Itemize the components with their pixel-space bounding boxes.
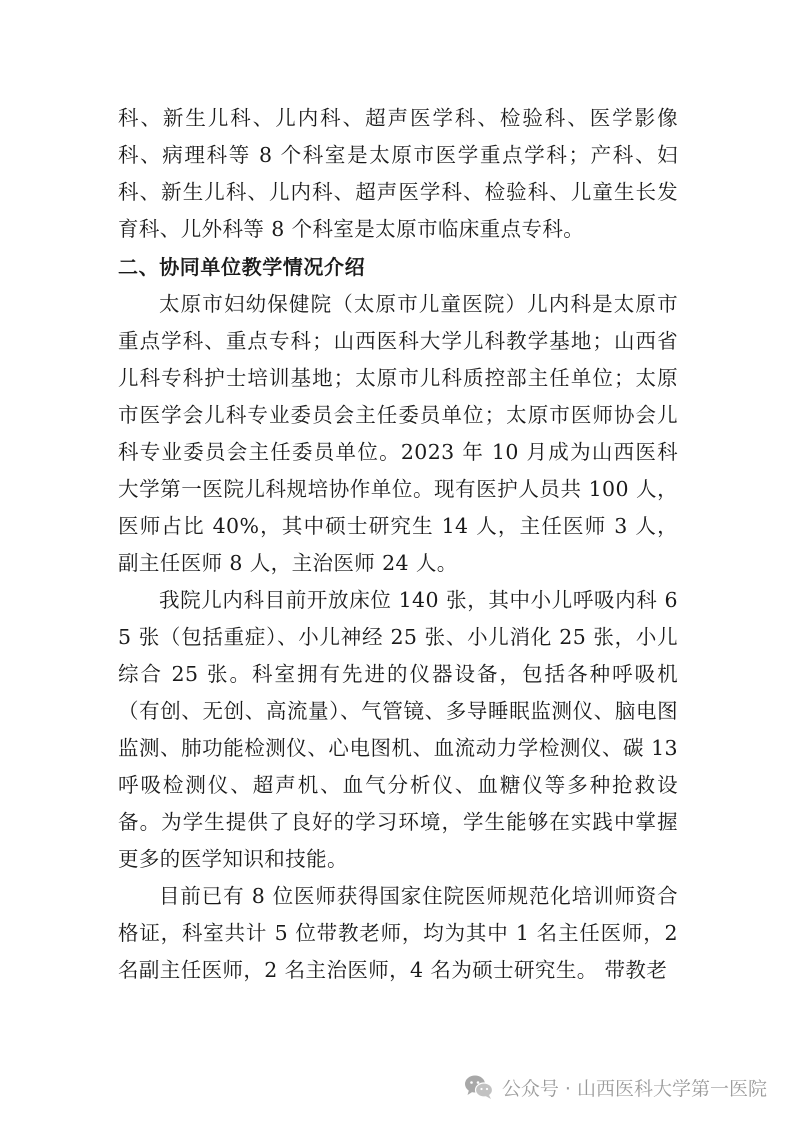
paragraph-key-disciplines: 科、新生儿科、儿内科、超声医学科、检验科、医学影像科、病理科等 8 个科室是太原市医学重点学科；产科、妇科、新生儿科、儿内科、超声医学科、检验科、儿童生长发育科、儿外科等 8 个科室是太原市临床重点专科。 — [118, 106, 678, 241]
paragraph-beds-equipment: 我院儿内科目前开放床位 140 张，其中小儿呼吸内科 65 张（包括重症）、小儿神经 25 张、小儿消化 25 张，小儿综合 25 张。科室拥有先进的仪器设备，包括各种呼吸机（有创、无创、高流量）、气管镜、多导睡眠监测仪、脑电图监测、肺功能检测仪、心电图机、血流动力学检测仪、碳 13 呼吸检测仪、超声机、血气分析仪、血糖仪等多种抢救设备。为学生提供了良好的学习环境，学生能够在实践中掌握更多的医学知识和技能。 — [118, 588, 678, 871]
document-body — [118, 100, 678, 989]
wechat-watermark — [464, 1072, 767, 1102]
watermark-text: 公众号 · 山西医科大学第一医院 — [501, 1077, 767, 1100]
paragraph-department-intro: 太原市妇幼保健院（太原市儿童医院）儿内科是太原市重点学科、重点专科；山西医科大学儿科教学基地；山西省儿科专科护士培训基地；太原市儿科质控部主任单位；太原市医学会儿科专业委员会主任委员单位；太原市医师协会儿科专业委员会主任委员单位。2023 年 10 月成为山西医科大学第一医院儿科规培协作单位。现有医护人员共 100 人，医师占比 40%，其中硕士研究生 14 人，主任医师 3 人，副主任医师 8 人，主治医师 24 人。 — [118, 292, 678, 575]
paragraph-teaching-staff: 目前已有 8 位医师获得国家住院医师规范化培训师资合格证，科室共计 5 位带教老师，均为其中 1 名主任医师，2 名副主任医师，2 名主治医师，4 名为硕士研究生。 带教老 — [118, 884, 678, 982]
section-heading: 二、协同单位教学情况介绍 — [118, 255, 366, 279]
wechat-icon — [464, 1074, 494, 1100]
